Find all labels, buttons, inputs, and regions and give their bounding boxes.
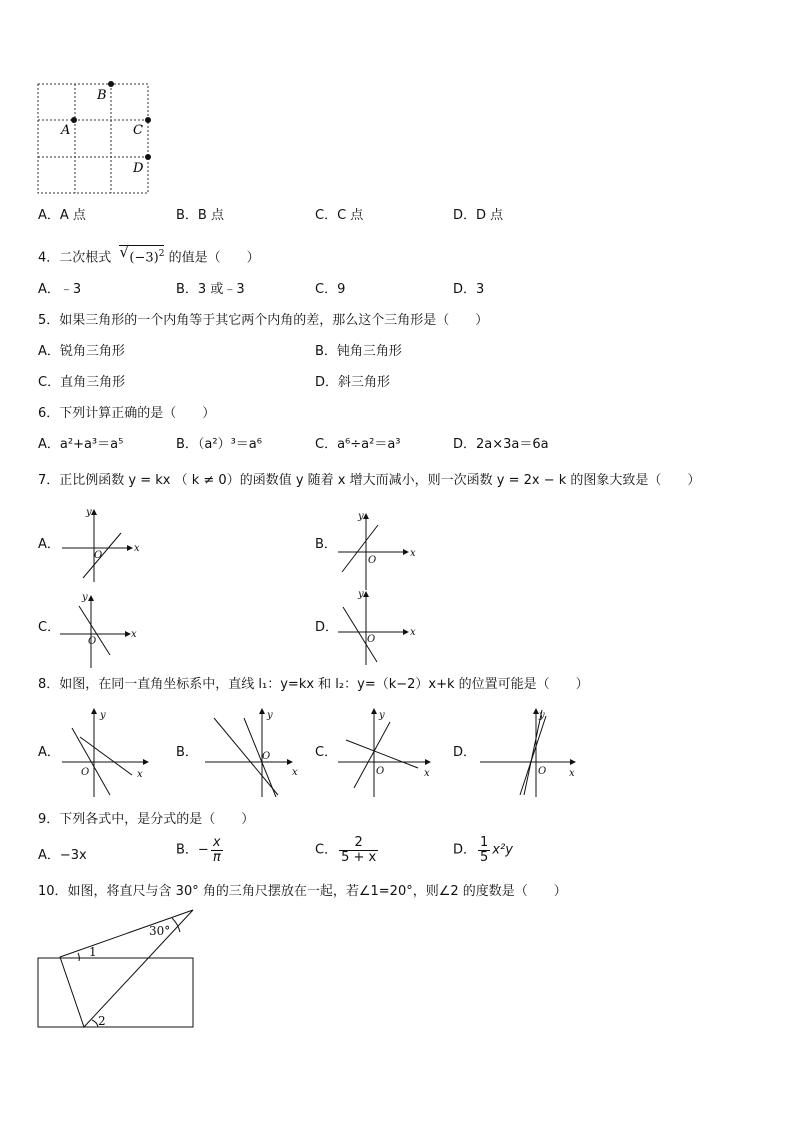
q8d-x: x xyxy=(569,768,575,779)
q7b-o: O xyxy=(368,555,377,566)
q8a-x: x xyxy=(137,769,143,780)
q3-option-b[interactable]: B．B 点 xyxy=(176,208,224,223)
q9-c-prefix: C． xyxy=(315,842,338,858)
q6-question: 6．下列计算正确的是（ ） xyxy=(38,406,216,421)
q7c-x: x xyxy=(131,629,137,640)
q8-option-c[interactable]: C． xyxy=(315,745,338,760)
q9-b-num: x xyxy=(211,836,223,851)
q8d-o: O xyxy=(538,766,547,777)
q8-option-a[interactable]: A． xyxy=(38,745,60,760)
q6-option-d[interactable]: D．2a×3a＝6a xyxy=(453,437,549,452)
set-square xyxy=(60,910,193,1027)
label-d: D xyxy=(133,161,144,176)
q10-question: 10．如图，将直尺与含 30° 角的三角尺摆放在一起，若∠1=20°，则∠2 的度数是（ ） xyxy=(38,884,567,899)
q8c-o: O xyxy=(376,766,385,777)
q7c-y: y xyxy=(82,592,88,603)
q8-option-d[interactable]: D． xyxy=(453,745,477,760)
q7c-o: O xyxy=(88,636,97,647)
q8c-y: y xyxy=(379,710,385,721)
q8b-x: x xyxy=(292,767,298,778)
q9-b-den: π xyxy=(212,850,221,865)
q8c-x: x xyxy=(424,768,430,779)
q7-option-d[interactable]: D． xyxy=(315,620,339,635)
q3-option-d[interactable]: D．D 点 xyxy=(453,208,504,223)
label-a: A xyxy=(61,123,71,138)
q7a-x: x xyxy=(134,543,140,554)
q7-option-b[interactable]: B． xyxy=(315,537,337,552)
q4-option-a[interactable]: A．﹣3 xyxy=(38,282,82,297)
q6-option-c[interactable]: C．a⁶÷a²＝a³ xyxy=(315,437,401,452)
q7d-y: y xyxy=(358,589,364,600)
q7a-o: O xyxy=(94,550,103,561)
q4-text-post: 的值是（ ） xyxy=(168,250,260,266)
q9-question: 9．下列各式中，是分式的是（ ） xyxy=(38,812,255,827)
q7b-x: x xyxy=(410,548,416,559)
q9-d-post: x²y xyxy=(492,842,513,858)
q5-option-b[interactable]: B．钝角三角形 xyxy=(315,344,402,359)
q5-option-a[interactable]: A．锐角三角形 xyxy=(38,344,125,359)
q8-question: 8．如图，在同一直角坐标系中，直线 l₁：y=kx 和 l₂：y=（k−2）x+k 的位置可能是（ ） xyxy=(38,677,589,692)
q9-c-den: 5 + x xyxy=(341,850,377,865)
q9-d-num: 1 xyxy=(480,835,489,850)
q7-option-c[interactable]: C． xyxy=(38,620,61,635)
q4-option-c[interactable]: C．9 xyxy=(315,282,346,297)
q7-question: 7．正比例函数 y = kx （ k ≠ 0）的函数值 y 随着 x 增大而减小，则一次函数 y = 2x − k 的图象大致是（ ） xyxy=(38,473,701,488)
q7-option-a[interactable]: A． xyxy=(38,537,60,552)
q8a-o: O xyxy=(81,767,90,778)
q9-b-prefix: B．− xyxy=(176,842,209,858)
q6-option-a[interactable]: A．a²+a³＝a⁵ xyxy=(38,437,124,452)
q9-d-prefix: D． xyxy=(453,842,477,858)
q8d-y: y xyxy=(539,710,545,721)
q7d-x: x xyxy=(410,627,416,638)
q3-option-c[interactable]: C．C 点 xyxy=(315,208,364,223)
q5-option-d[interactable]: D．斜三角形 xyxy=(315,375,391,390)
label-angle-1: 1 xyxy=(89,945,97,959)
label-angle-2: 2 xyxy=(98,1014,106,1028)
label-30: 30° xyxy=(149,924,171,938)
q7d-o: O xyxy=(367,634,376,645)
q9-c-num: 2 xyxy=(339,836,378,851)
q8b-o: O xyxy=(262,751,271,762)
q7b-y: y xyxy=(358,511,364,522)
label-c: C xyxy=(133,123,143,138)
q5-question: 5．如果三角形的一个内角等于其它两个内角的差，那么这个三角形是（ ） xyxy=(38,313,489,328)
q8b-y: y xyxy=(267,710,273,721)
q3-option-a[interactable]: A．A 点 xyxy=(38,208,86,223)
label-b: B xyxy=(97,88,107,103)
q5-option-c[interactable]: C．直角三角形 xyxy=(38,375,126,390)
q8-option-b[interactable]: B． xyxy=(176,745,198,760)
q4-radicand: (−3) xyxy=(129,250,159,266)
q4-option-b[interactable]: B．3 或﹣3 xyxy=(176,282,245,297)
q4-text-pre: 4．二次根式 xyxy=(38,250,112,266)
q4-exponent: 2 xyxy=(158,249,165,259)
q4-option-d[interactable]: D．3 xyxy=(453,282,485,297)
q9-d-den: 5 xyxy=(480,850,489,865)
q8a-y: y xyxy=(100,710,106,721)
q9-option-a[interactable]: A．−3x xyxy=(38,848,87,863)
q6-option-b[interactable]: B．（a²）³＝a⁶ xyxy=(176,437,262,452)
q4-radical: √ $(-3)^2$ xyxy=(119,243,165,266)
q7a-y: y xyxy=(86,507,92,518)
